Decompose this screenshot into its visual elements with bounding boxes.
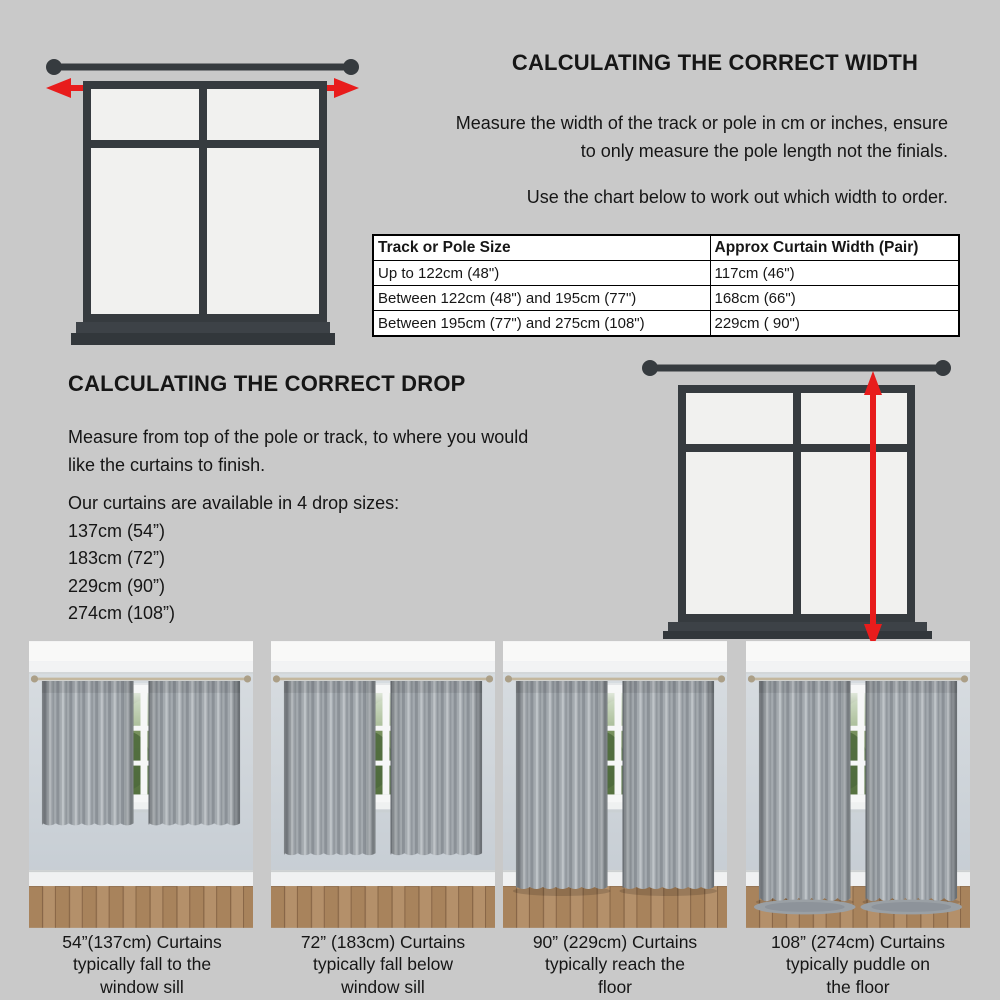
table-row: [373, 286, 959, 311]
caption-line: window sill: [341, 976, 425, 997]
caption-line: typically puddle on: [786, 954, 930, 975]
curtain-width-cell: 168cm (66"): [710, 286, 959, 311]
pole-size-cell: Between 122cm (48") and 195cm (77"): [373, 286, 710, 311]
curtain-photo-72in-below: [271, 641, 495, 928]
curtain-width-cell: 229cm ( 90"): [710, 311, 959, 337]
pole-size-cell: Up to 122cm (48"): [373, 261, 710, 286]
drop-instructions-line1: Measure from top of the pole or track, to where you would: [68, 427, 529, 447]
table-row: [373, 311, 959, 337]
room-photo: [271, 641, 495, 928]
caption-line: 90” (229cm) Curtains: [532, 932, 698, 952]
curtain-pole-icon: [46, 59, 359, 75]
window-graphic: [71, 81, 335, 345]
curtain-photo-54in-sill: [29, 641, 253, 928]
room-photo: [746, 641, 970, 928]
caption-line: typically reach the: [544, 954, 686, 975]
drop-size-item: 229cm (90”): [68, 575, 166, 596]
curtain-photo-90in-floor: [503, 641, 727, 928]
caption-line: 54”(137cm) Curtains: [62, 932, 222, 952]
pole-size-cell: Between 195cm (77") and 275cm (108"): [373, 311, 710, 337]
width-window-illustration: [40, 54, 365, 350]
drop-size-item: 183cm (72”): [68, 548, 166, 569]
drop-instructions: [68, 423, 628, 479]
caption-line: 72” (183cm) Curtains: [300, 932, 466, 952]
drop-size-item: 137cm (54”): [68, 520, 166, 541]
caption-line: typically fall below: [312, 954, 454, 975]
column-header-curtain-width: Approx Curtain Width (Pair): [710, 235, 959, 261]
width-instructions-line2: to only measure the pole length not the finials.: [580, 141, 948, 161]
drop-sizes-list: [68, 490, 628, 628]
curtain-width-cell: 117cm (46"): [710, 261, 959, 286]
caption-line: floor: [597, 976, 633, 997]
photo-caption-54: [19, 931, 265, 998]
caption-line: window sill: [100, 976, 184, 997]
caption-line: 108” (274cm) Curtains: [770, 932, 946, 952]
room-photo: [503, 641, 727, 928]
drop-sizes-intro: Our curtains are available in 4 drop sizes:: [68, 493, 400, 513]
width-instructions: [355, 109, 948, 165]
window-graphic: [663, 385, 932, 639]
drop-instructions-line2: like the curtains to finish.: [68, 455, 266, 475]
table-row: [373, 261, 959, 286]
drop-window-illustration: [635, 355, 960, 655]
drop-section-heading: CALCULATING THE CORRECT DROP: [68, 371, 466, 396]
width-chart-table: [372, 234, 960, 337]
table-header-row: [373, 235, 959, 261]
column-header-pole-size: Track or Pole Size: [373, 235, 710, 261]
curtain-pole-icon: [642, 360, 951, 376]
photo-caption-72: [260, 931, 506, 998]
width-section-heading: CALCULATING THE CORRECT WIDTH: [511, 50, 919, 75]
caption-line: typically fall to the: [72, 954, 212, 975]
photo-caption-90: [492, 931, 738, 998]
curtain-photo-108in-puddle: [746, 641, 970, 928]
caption-line: the floor: [826, 976, 890, 997]
width-instructions-line1: Measure the width of the track or pole in cm or inches, ensure: [455, 113, 948, 133]
width-chart-note: Use the chart below to work out which width to order.: [526, 187, 948, 207]
photo-caption-108: [735, 931, 981, 998]
room-photo: [29, 641, 253, 928]
drop-size-item: 274cm (108”): [68, 603, 176, 624]
